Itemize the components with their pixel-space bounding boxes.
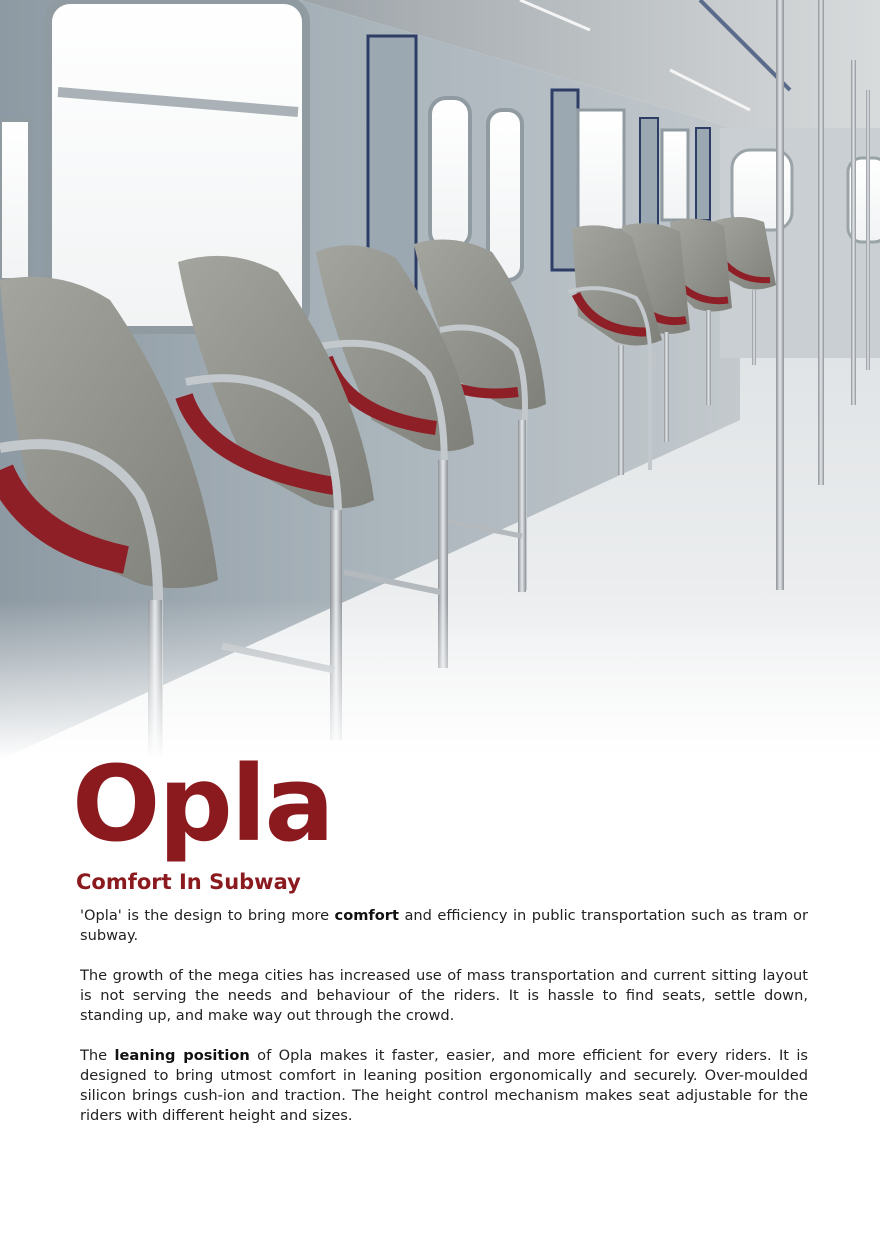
fade-overlay [0,600,880,760]
paragraph-leaning: The leaning position of Opla makes it faster, easier, and more efficient for every riders. It is designed to bring utmost comfort in leaning position ergonomically and securely. Over-moulded silicon brings cush-ion and traction. The height control mechanism makes seat adjustable for the riders with different height and sizes. [80,1047,808,1124]
page-title: Opla [72,743,333,865]
grab-pole [776,0,784,590]
grab-pole [818,0,824,485]
emphasis-comfort: comfort [334,907,399,924]
emphasis-leaning-position: leaning position [114,1047,250,1064]
page-subtitle: Comfort In Subway [76,870,301,894]
paragraph-growth: The growth of the mega cities has increased use of mass transportation and current sitting layout is not serving the needs and behaviour of the riders. It is hassle to find seats, settle down, standing up, and make way out through the crowd. [80,967,808,1024]
grab-pole [851,60,856,405]
description [80,906,808,1146]
paragraph-intro: 'Opla' is the design to bring more comfort and efficiency in public transportation such as tram or subway. [80,907,808,944]
